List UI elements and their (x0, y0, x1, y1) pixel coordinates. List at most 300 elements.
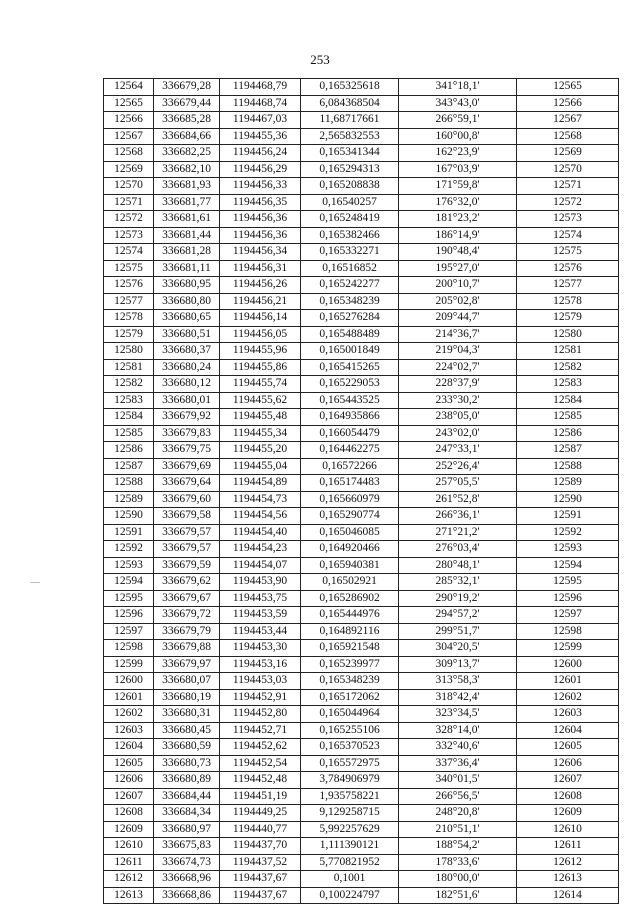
next-point-cell: 12597 (517, 607, 619, 624)
next-point-cell: 12569 (517, 145, 619, 162)
point-number-cell: 12580 (104, 343, 154, 360)
y-coordinate-cell: 1194456,14 (220, 310, 301, 327)
next-point-cell: 12582 (517, 359, 619, 376)
point-number-cell: 12591 (104, 524, 154, 541)
y-coordinate-cell: 1194453,75 (220, 590, 301, 607)
point-number-cell: 12565 (104, 95, 154, 112)
next-point-cell: 12584 (517, 392, 619, 409)
next-point-cell: 12604 (517, 722, 619, 739)
distance-cell: 0,165046085 (301, 524, 399, 541)
y-coordinate-cell: 1194455,34 (220, 425, 301, 442)
x-coordinate-cell: 336679,57 (154, 541, 220, 558)
table-row (104, 854, 619, 871)
bearing-cell: 171°59,8' (399, 178, 517, 195)
next-point-cell: 12607 (517, 772, 619, 789)
next-point-cell: 12567 (517, 112, 619, 129)
y-coordinate-cell: 1194452,91 (220, 689, 301, 706)
bearing-cell: 252°26,4' (399, 458, 517, 475)
bearing-cell: 228°37,9' (399, 376, 517, 393)
distance-cell: 0,165325618 (301, 79, 399, 96)
table-row (104, 277, 619, 294)
distance-cell: 0,164935866 (301, 409, 399, 426)
distance-cell: 0,165286902 (301, 590, 399, 607)
bearing-cell: 328°14,0' (399, 722, 517, 739)
table-row (104, 722, 619, 739)
distance-cell: 0,164892116 (301, 623, 399, 640)
x-coordinate-cell: 336680,73 (154, 755, 220, 772)
next-point-cell: 12585 (517, 409, 619, 426)
y-coordinate-cell: 1194453,03 (220, 673, 301, 690)
y-coordinate-cell: 1194454,89 (220, 475, 301, 492)
table-row (104, 656, 619, 673)
bearing-cell: 266°36,1' (399, 508, 517, 525)
distance-cell: 0,166054479 (301, 425, 399, 442)
bearing-cell: 271°21,2' (399, 524, 517, 541)
bearing-cell: 182°51,6' (399, 887, 517, 904)
table-row (104, 359, 619, 376)
distance-cell: 0,165276284 (301, 310, 399, 327)
distance-cell: 3,784906979 (301, 772, 399, 789)
bearing-cell: 294°57,2' (399, 607, 517, 624)
x-coordinate-cell: 336680,24 (154, 359, 220, 376)
distance-cell: 1,935758221 (301, 788, 399, 805)
point-number-cell: 12583 (104, 392, 154, 409)
next-point-cell: 12586 (517, 425, 619, 442)
y-coordinate-cell: 1194452,80 (220, 706, 301, 723)
distance-cell: 0,1001 (301, 871, 399, 888)
point-number-cell: 12576 (104, 277, 154, 294)
table-row (104, 838, 619, 855)
distance-cell: 0,165443525 (301, 392, 399, 409)
point-number-cell: 12612 (104, 871, 154, 888)
point-number-cell: 12609 (104, 821, 154, 838)
table-row (104, 590, 619, 607)
next-point-cell: 12593 (517, 541, 619, 558)
y-coordinate-cell: 1194453,30 (220, 640, 301, 657)
y-coordinate-cell: 1194452,62 (220, 739, 301, 756)
x-coordinate-cell: 336680,01 (154, 392, 220, 409)
y-coordinate-cell: 1194437,67 (220, 887, 301, 904)
distance-cell: 0,165242277 (301, 277, 399, 294)
x-coordinate-cell: 336675,83 (154, 838, 220, 855)
point-number-cell: 12596 (104, 607, 154, 624)
y-coordinate-cell: 1194456,36 (220, 227, 301, 244)
x-coordinate-cell: 336685,28 (154, 112, 220, 129)
next-point-cell: 12594 (517, 557, 619, 574)
bearing-cell: 219°04,3' (399, 343, 517, 360)
bearing-cell: 261°52,8' (399, 491, 517, 508)
distance-cell: 0,16572266 (301, 458, 399, 475)
x-coordinate-cell: 336680,19 (154, 689, 220, 706)
bearing-cell: 178°33,6' (399, 854, 517, 871)
next-point-cell: 12610 (517, 821, 619, 838)
bearing-cell: 309°13,7' (399, 656, 517, 673)
x-coordinate-cell: 336680,31 (154, 706, 220, 723)
next-point-cell: 12613 (517, 871, 619, 888)
table-row (104, 145, 619, 162)
next-point-cell: 12606 (517, 755, 619, 772)
next-point-cell: 12601 (517, 673, 619, 690)
bearing-cell: 248°20,8' (399, 805, 517, 822)
bearing-cell: 188°54,2' (399, 838, 517, 855)
next-point-cell: 12600 (517, 656, 619, 673)
next-point-cell: 12565 (517, 79, 619, 96)
distance-cell: 0,164462275 (301, 442, 399, 459)
x-coordinate-cell: 336679,83 (154, 425, 220, 442)
y-coordinate-cell: 1194452,54 (220, 755, 301, 772)
x-coordinate-cell: 336674,73 (154, 854, 220, 871)
y-coordinate-cell: 1194453,16 (220, 656, 301, 673)
bearing-cell: 243°02,0' (399, 425, 517, 442)
table-row (104, 211, 619, 228)
y-coordinate-cell: 1194456,21 (220, 293, 301, 310)
table-row (104, 79, 619, 96)
next-point-cell: 12576 (517, 260, 619, 277)
next-point-cell: 12611 (517, 838, 619, 855)
bearing-cell: 186°14,9' (399, 227, 517, 244)
bearing-cell: 323°34,5' (399, 706, 517, 723)
bearing-cell: 214°36,7' (399, 326, 517, 343)
bearing-cell: 210°51,1' (399, 821, 517, 838)
table-row (104, 392, 619, 409)
next-point-cell: 12566 (517, 95, 619, 112)
table-row (104, 871, 619, 888)
y-coordinate-cell: 1194467,03 (220, 112, 301, 129)
y-coordinate-cell: 1194437,52 (220, 854, 301, 871)
table-row (104, 557, 619, 574)
y-coordinate-cell: 1194456,05 (220, 326, 301, 343)
bearing-cell: 238°05,0' (399, 409, 517, 426)
table-row (104, 425, 619, 442)
next-point-cell: 12612 (517, 854, 619, 871)
next-point-cell: 12587 (517, 442, 619, 459)
table-row (104, 442, 619, 459)
y-coordinate-cell: 1194453,59 (220, 607, 301, 624)
bearing-cell: 337°36,4' (399, 755, 517, 772)
point-number-cell: 12610 (104, 838, 154, 855)
next-point-cell: 12577 (517, 277, 619, 294)
y-coordinate-cell: 1194449,25 (220, 805, 301, 822)
bearing-cell: 224°02,7' (399, 359, 517, 376)
y-coordinate-cell: 1194468,74 (220, 95, 301, 112)
distance-cell: 0,165382466 (301, 227, 399, 244)
table-row (104, 326, 619, 343)
x-coordinate-cell: 336679,72 (154, 607, 220, 624)
y-coordinate-cell: 1194454,56 (220, 508, 301, 525)
margin-mark (30, 582, 40, 583)
bearing-cell: 285°32,1' (399, 574, 517, 591)
y-coordinate-cell: 1194456,35 (220, 194, 301, 211)
table-row (104, 244, 619, 261)
y-coordinate-cell: 1194455,62 (220, 392, 301, 409)
y-coordinate-cell: 1194456,36 (220, 211, 301, 228)
point-number-cell: 12567 (104, 128, 154, 145)
point-number-cell: 12602 (104, 706, 154, 723)
x-coordinate-cell: 336684,66 (154, 128, 220, 145)
next-point-cell: 12575 (517, 244, 619, 261)
table-row (104, 95, 619, 112)
next-point-cell: 12591 (517, 508, 619, 525)
distance-cell: 0,165348239 (301, 293, 399, 310)
x-coordinate-cell: 336681,11 (154, 260, 220, 277)
point-number-cell: 12572 (104, 211, 154, 228)
y-coordinate-cell: 1194437,67 (220, 871, 301, 888)
point-number-cell: 12595 (104, 590, 154, 607)
x-coordinate-cell: 336680,89 (154, 772, 220, 789)
bearing-cell: 266°56,5' (399, 788, 517, 805)
next-point-cell: 12579 (517, 310, 619, 327)
distance-cell: 0,165294313 (301, 161, 399, 178)
distance-cell: 0,165660979 (301, 491, 399, 508)
point-number-cell: 12608 (104, 805, 154, 822)
distance-cell: 0,165255106 (301, 722, 399, 739)
next-point-cell: 12571 (517, 178, 619, 195)
x-coordinate-cell: 336679,69 (154, 458, 220, 475)
point-number-cell: 12564 (104, 79, 154, 96)
distance-cell: 9,129258715 (301, 805, 399, 822)
next-point-cell: 12609 (517, 805, 619, 822)
coordinates-table (103, 78, 619, 904)
distance-cell: 0,165572975 (301, 755, 399, 772)
next-point-cell: 12596 (517, 590, 619, 607)
y-coordinate-cell: 1194456,31 (220, 260, 301, 277)
distance-cell: 0,165208838 (301, 178, 399, 195)
point-number-cell: 12573 (104, 227, 154, 244)
table-row (104, 227, 619, 244)
x-coordinate-cell: 336681,61 (154, 211, 220, 228)
y-coordinate-cell: 1194452,71 (220, 722, 301, 739)
table-row (104, 755, 619, 772)
y-coordinate-cell: 1194456,34 (220, 244, 301, 261)
next-point-cell: 12599 (517, 640, 619, 657)
bearing-cell: 233°30,2' (399, 392, 517, 409)
distance-cell: 5,770821952 (301, 854, 399, 871)
bearing-cell: 257°05,5' (399, 475, 517, 492)
next-point-cell: 12572 (517, 194, 619, 211)
distance-cell: 0,165290774 (301, 508, 399, 525)
x-coordinate-cell: 336681,44 (154, 227, 220, 244)
x-coordinate-cell: 336680,37 (154, 343, 220, 360)
next-point-cell: 12588 (517, 458, 619, 475)
next-point-cell: 12595 (517, 574, 619, 591)
x-coordinate-cell: 336668,86 (154, 887, 220, 904)
point-number-cell: 12592 (104, 541, 154, 558)
bearing-cell: 299°51,7' (399, 623, 517, 640)
table-row (104, 607, 619, 624)
distance-cell: 0,100224797 (301, 887, 399, 904)
y-coordinate-cell: 1194454,40 (220, 524, 301, 541)
point-number-cell: 12604 (104, 739, 154, 756)
x-coordinate-cell: 336680,45 (154, 722, 220, 739)
bearing-cell: 266°59,1' (399, 112, 517, 129)
point-number-cell: 12571 (104, 194, 154, 211)
point-number-cell: 12603 (104, 722, 154, 739)
distance-cell: 0,165239977 (301, 656, 399, 673)
table-row (104, 821, 619, 838)
next-point-cell: 12598 (517, 623, 619, 640)
table-row (104, 689, 619, 706)
point-number-cell: 12566 (104, 112, 154, 129)
bearing-cell: 162°23,9' (399, 145, 517, 162)
next-point-cell: 12602 (517, 689, 619, 706)
point-number-cell: 12585 (104, 425, 154, 442)
point-number-cell: 12593 (104, 557, 154, 574)
x-coordinate-cell: 336679,58 (154, 508, 220, 525)
point-number-cell: 12569 (104, 161, 154, 178)
distance-cell: 0,165444976 (301, 607, 399, 624)
next-point-cell: 12589 (517, 475, 619, 492)
y-coordinate-cell: 1194454,07 (220, 557, 301, 574)
table-row (104, 376, 619, 393)
table-row (104, 458, 619, 475)
distance-cell: 5,992257629 (301, 821, 399, 838)
point-number-cell: 12587 (104, 458, 154, 475)
y-coordinate-cell: 1194455,20 (220, 442, 301, 459)
point-number-cell: 12570 (104, 178, 154, 195)
distance-cell: 0,164920466 (301, 541, 399, 558)
x-coordinate-cell: 336680,59 (154, 739, 220, 756)
next-point-cell: 12590 (517, 491, 619, 508)
x-coordinate-cell: 336684,34 (154, 805, 220, 822)
table-row (104, 574, 619, 591)
point-number-cell: 12574 (104, 244, 154, 261)
next-point-cell: 12608 (517, 788, 619, 805)
x-coordinate-cell: 336681,93 (154, 178, 220, 195)
distance-cell: 0,165940381 (301, 557, 399, 574)
table-row (104, 491, 619, 508)
table-row (104, 112, 619, 129)
bearing-cell: 343°43,0' (399, 95, 517, 112)
table-row (104, 128, 619, 145)
x-coordinate-cell: 336680,95 (154, 277, 220, 294)
point-number-cell: 12582 (104, 376, 154, 393)
distance-cell: 0,165415265 (301, 359, 399, 376)
table-row (104, 805, 619, 822)
bearing-cell: 318°42,4' (399, 689, 517, 706)
bearing-cell: 304°20,5' (399, 640, 517, 657)
distance-cell: 0,165001849 (301, 343, 399, 360)
point-number-cell: 12590 (104, 508, 154, 525)
point-number-cell: 12577 (104, 293, 154, 310)
next-point-cell: 12614 (517, 887, 619, 904)
table-row (104, 772, 619, 789)
distance-cell: 0,16516852 (301, 260, 399, 277)
y-coordinate-cell: 1194455,96 (220, 343, 301, 360)
coordinates-table-body (104, 79, 619, 904)
y-coordinate-cell: 1194440,77 (220, 821, 301, 838)
x-coordinate-cell: 336679,67 (154, 590, 220, 607)
y-coordinate-cell: 1194454,73 (220, 491, 301, 508)
distance-cell: 0,165370523 (301, 739, 399, 756)
x-coordinate-cell: 336682,10 (154, 161, 220, 178)
table-row (104, 409, 619, 426)
point-number-cell: 12613 (104, 887, 154, 904)
point-number-cell: 12581 (104, 359, 154, 376)
distance-cell: 0,16502921 (301, 574, 399, 591)
table-row (104, 178, 619, 195)
next-point-cell: 12603 (517, 706, 619, 723)
x-coordinate-cell: 336679,44 (154, 95, 220, 112)
distance-cell: 0,165248419 (301, 211, 399, 228)
table-row (104, 260, 619, 277)
distance-cell: 0,165341344 (301, 145, 399, 162)
x-coordinate-cell: 336679,75 (154, 442, 220, 459)
y-coordinate-cell: 1194437,70 (220, 838, 301, 855)
distance-cell: 0,16540257 (301, 194, 399, 211)
point-number-cell: 12568 (104, 145, 154, 162)
bearing-cell: 247°33,1' (399, 442, 517, 459)
point-number-cell: 12579 (104, 326, 154, 343)
y-coordinate-cell: 1194456,24 (220, 145, 301, 162)
bearing-cell: 176°32,0' (399, 194, 517, 211)
point-number-cell: 12607 (104, 788, 154, 805)
y-coordinate-cell: 1194455,04 (220, 458, 301, 475)
next-point-cell: 12568 (517, 128, 619, 145)
y-coordinate-cell: 1194456,26 (220, 277, 301, 294)
x-coordinate-cell: 336668,96 (154, 871, 220, 888)
y-coordinate-cell: 1194453,44 (220, 623, 301, 640)
point-number-cell: 12598 (104, 640, 154, 657)
x-coordinate-cell: 336682,25 (154, 145, 220, 162)
x-coordinate-cell: 336679,97 (154, 656, 220, 673)
bearing-cell: 195°27,0' (399, 260, 517, 277)
distance-cell: 0,165044964 (301, 706, 399, 723)
table-row (104, 706, 619, 723)
table-row (104, 293, 619, 310)
point-number-cell: 12578 (104, 310, 154, 327)
next-point-cell: 12592 (517, 524, 619, 541)
point-number-cell: 12606 (104, 772, 154, 789)
bearing-cell: 332°40,6' (399, 739, 517, 756)
x-coordinate-cell: 336680,97 (154, 821, 220, 838)
x-coordinate-cell: 336679,57 (154, 524, 220, 541)
distance-cell: 0,165921548 (301, 640, 399, 657)
y-coordinate-cell: 1194452,48 (220, 772, 301, 789)
x-coordinate-cell: 336679,62 (154, 574, 220, 591)
distance-cell: 0,165172062 (301, 689, 399, 706)
x-coordinate-cell: 336681,28 (154, 244, 220, 261)
x-coordinate-cell: 336679,64 (154, 475, 220, 492)
x-coordinate-cell: 336684,44 (154, 788, 220, 805)
bearing-cell: 340°01,5' (399, 772, 517, 789)
y-coordinate-cell: 1194454,23 (220, 541, 301, 558)
table-row (104, 887, 619, 904)
x-coordinate-cell: 336679,59 (154, 557, 220, 574)
next-point-cell: 12583 (517, 376, 619, 393)
next-point-cell: 12574 (517, 227, 619, 244)
table-row (104, 508, 619, 525)
x-coordinate-cell: 336680,51 (154, 326, 220, 343)
x-coordinate-cell: 336680,12 (154, 376, 220, 393)
x-coordinate-cell: 336680,80 (154, 293, 220, 310)
distance-cell: 1,111390121 (301, 838, 399, 855)
y-coordinate-cell: 1194455,36 (220, 128, 301, 145)
x-coordinate-cell: 336679,88 (154, 640, 220, 657)
table-row (104, 343, 619, 360)
next-point-cell: 12605 (517, 739, 619, 756)
distance-cell: 0,165332271 (301, 244, 399, 261)
y-coordinate-cell: 1194453,90 (220, 574, 301, 591)
x-coordinate-cell: 336680,07 (154, 673, 220, 690)
next-point-cell: 12570 (517, 161, 619, 178)
point-number-cell: 12584 (104, 409, 154, 426)
bearing-cell: 313°58,3' (399, 673, 517, 690)
bearing-cell: 341°18,1' (399, 79, 517, 96)
x-coordinate-cell: 336679,79 (154, 623, 220, 640)
distance-cell: 2,565832553 (301, 128, 399, 145)
next-point-cell: 12573 (517, 211, 619, 228)
bearing-cell: 280°48,1' (399, 557, 517, 574)
